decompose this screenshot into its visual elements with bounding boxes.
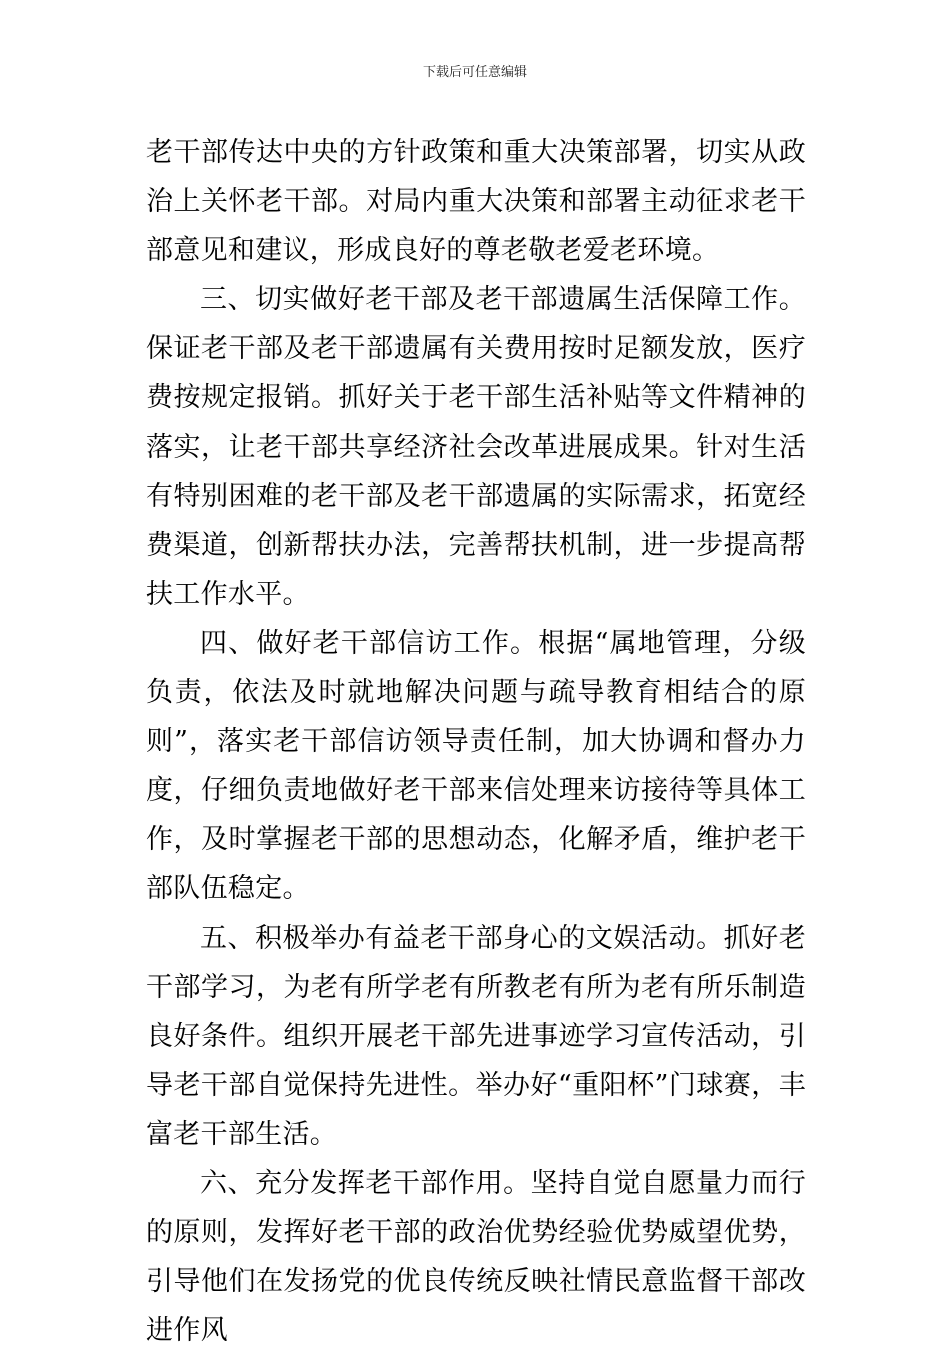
paragraph-section-4: 四、做好老干部信访工作。根据“属地管理，分级负责，依法及时就地解决问题与疏导教育相结合的原则”，落实老干部信访领导责任制，加大协调和督办力度，仔细负责地做好老干部来信处理来访接待等具体工作，及时掌握老干部的思想动态，化解矛盾，维护老干部队伍稳定。 — [146, 627, 806, 905]
paragraph-section-6: 六、充分发挥老干部作用。坚持自觉自愿量力而行的原则，发挥好老干部的政治优势经验优势威望优势，引导他们在发扬党的优良传统反映社情民意监督干部改进作风 — [146, 1167, 806, 1347]
paragraph-continuation: 老干部传达中央的方针政策和重大决策部署，切实从政治上关怀老干部。对局内重大决策和部署主动征求老干部意见和建议，形成良好的尊老敬老爱老环境。 — [146, 137, 806, 267]
paragraph-section-3: 三、切实做好老干部及老干部遗属生活保障工作。保证老干部及老干部遗属有关费用按时足额发放，医疗费按规定报销。抓好关于老干部生活补贴等文件精神的落实，让老干部共享经济社会改革进展成果。针对生活有特别困难的老干部及老干部遗属的实际需求，拓宽经费渠道，创新帮扶办法，完善帮扶机制，进一步提高帮扶工作水平。 — [146, 284, 806, 610]
paragraph-section-5: 五、积极举办有益老干部身心的文娱活动。抓好老干部学习，为老有所学老有所教老有所为老有所乐制造良好条件。组织开展老干部先进事迹学习宣传活动，引导老干部自觉保持先进性。举办好“重阳杯”门球赛，丰富老干部生活。 — [146, 922, 806, 1150]
document-body — [146, 128, 806, 1355]
page-header: 下载后可任意编辑 — [422, 65, 527, 80]
